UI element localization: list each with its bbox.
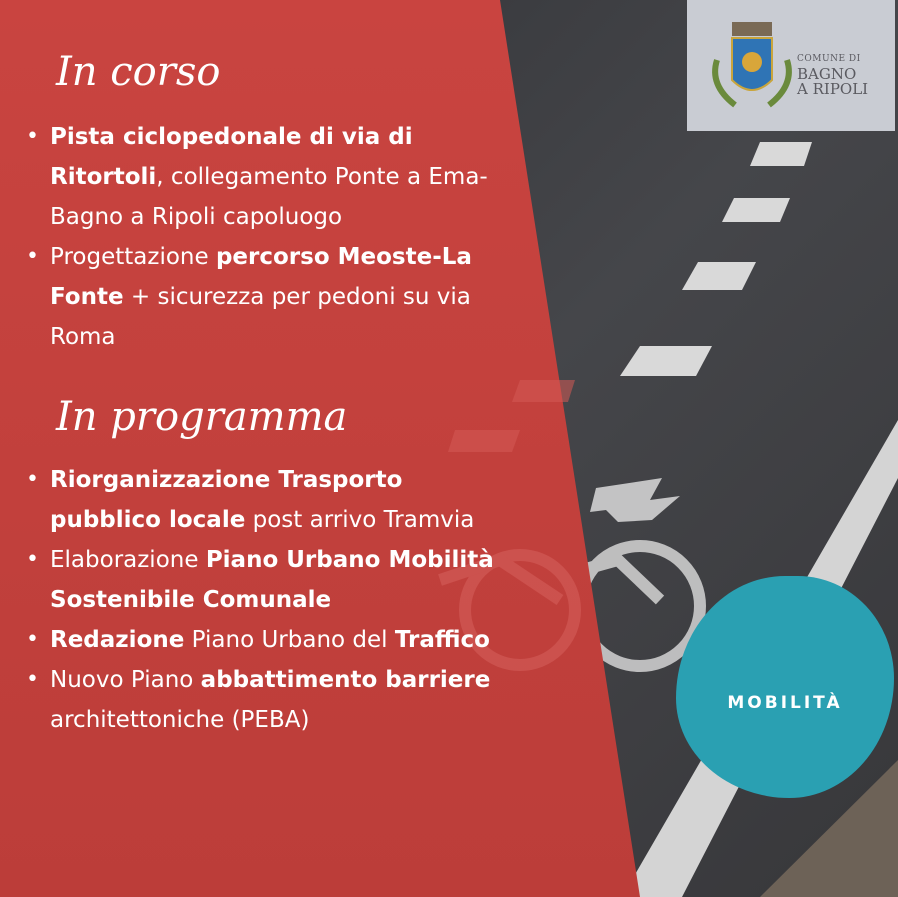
logo-text — [797, 52, 868, 97]
item-text: + sicurezza per pedoni su via Roma — [50, 284, 471, 350]
item-text: Piano Urbano del — [184, 627, 395, 653]
municipality-logo — [687, 0, 895, 131]
item-bold: percorso Meoste-La Fonte — [50, 244, 472, 310]
list-in-programma — [24, 460, 494, 740]
item-text: architettoniche (PEBA) — [50, 707, 310, 733]
list-item — [24, 117, 494, 237]
item-bold: Piano Urbano Mobilità Sostenibile Comunale — [50, 547, 494, 613]
list-item — [24, 620, 494, 660]
logo-line1: COMUNE DI — [797, 54, 861, 64]
heading-in-programma: In programma — [56, 394, 348, 440]
list-item — [24, 237, 494, 357]
mobilita-badge — [676, 576, 894, 798]
item-bold: abbattimento barriere — [200, 667, 491, 693]
item-pre: Elaborazione — [50, 547, 206, 573]
item-bold: Redazione — [50, 627, 185, 653]
item-bold: Riorganizzazione Trasporto pubblico locale — [50, 467, 403, 533]
list-item — [24, 540, 494, 620]
badge-label: MOBILITÀ — [727, 693, 843, 713]
logo-line3: A RIPOLI — [797, 80, 869, 98]
list-in-corso — [24, 117, 494, 357]
list-item — [24, 460, 494, 540]
item-pre: Nuovo Piano — [50, 667, 201, 693]
list-item — [24, 660, 494, 740]
heading-in-corso: In corso — [56, 49, 221, 95]
item-bold: Pista ciclopedonale di via di Ritortoli — [50, 124, 413, 190]
item-text: post arrivo Tramvia — [245, 507, 475, 533]
item-text: , collegamento Ponte a Ema-Bagno a Ripoli capoluogo — [50, 164, 488, 230]
logo-line2: BAGNO — [797, 65, 857, 83]
item-bold-2: Traffico — [394, 627, 490, 653]
item-pre: Progettazione — [50, 244, 216, 270]
